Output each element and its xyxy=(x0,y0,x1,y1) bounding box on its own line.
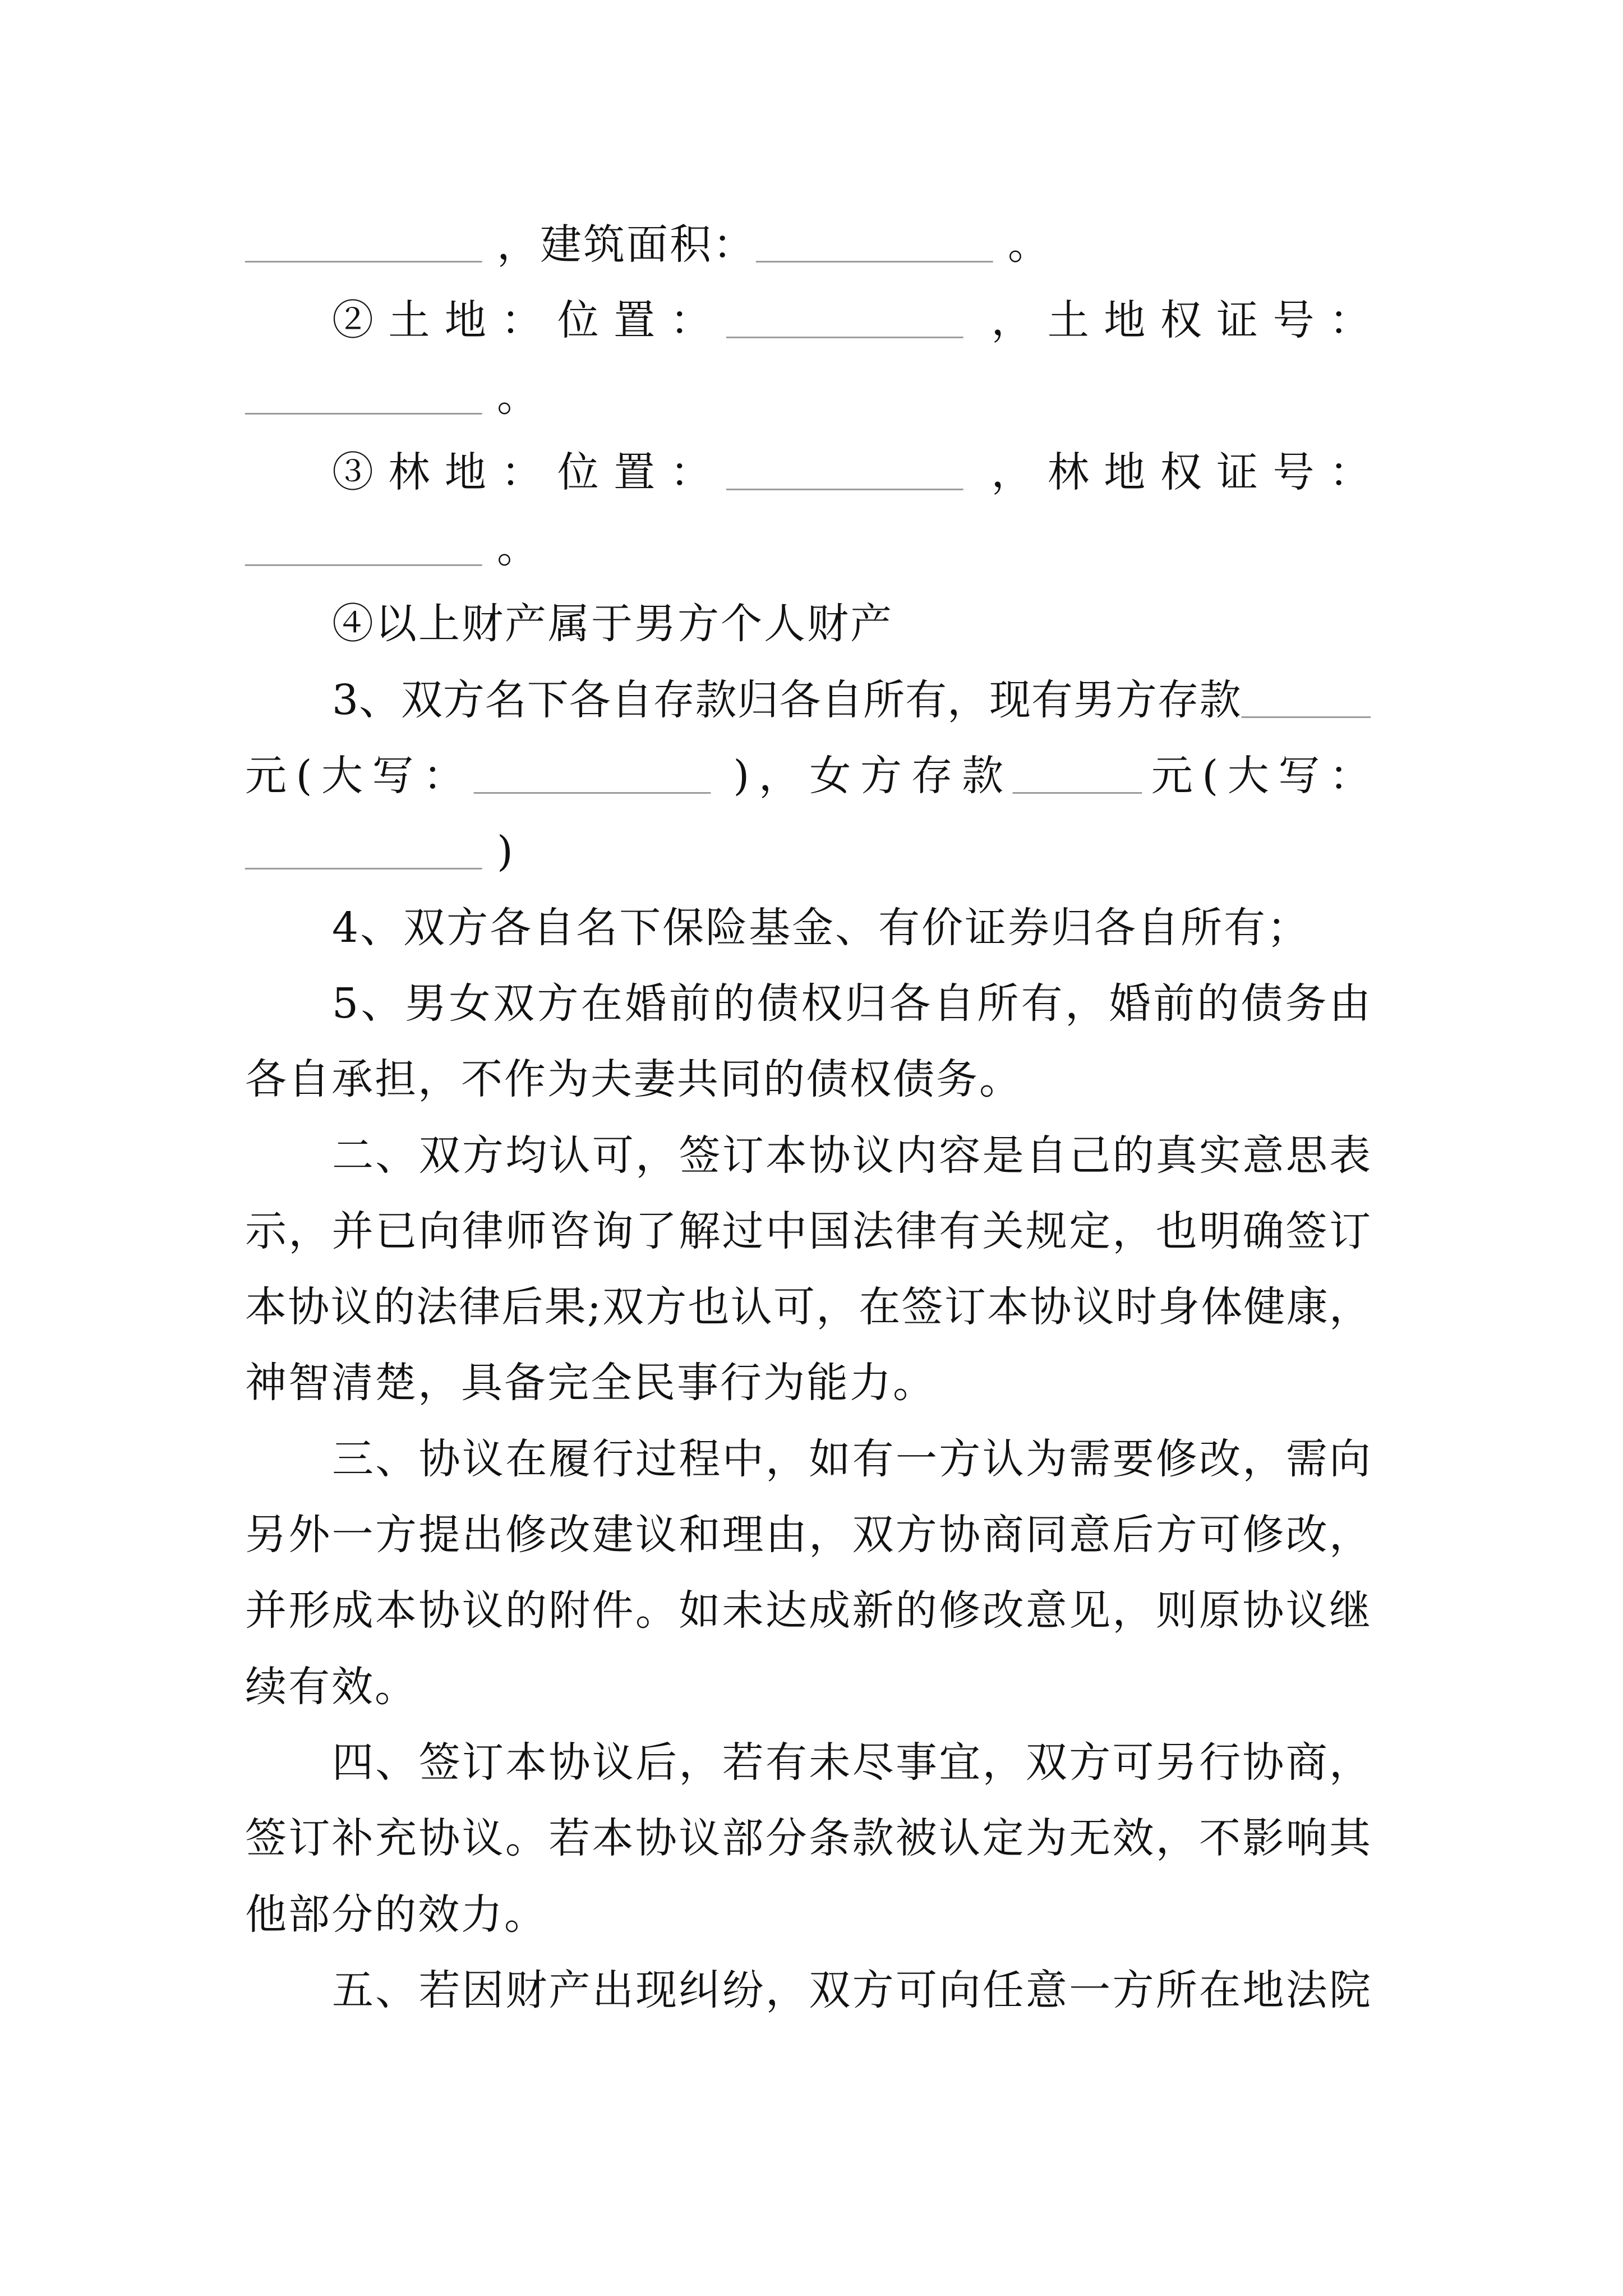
line-text: 另外一方提出修改建议和理由，双方协商同意后方可修改， xyxy=(245,1511,1371,1559)
document-line xyxy=(245,1953,1371,2028)
line-text: 五、若因财产出现纠纷，双方可向任意一方所在地法院 xyxy=(332,1966,1371,2014)
line-text: 3、双方名下各自存款归各自所有，现有男方存款 xyxy=(332,675,1242,724)
document-line xyxy=(245,359,1371,435)
line-text: 。 xyxy=(482,372,540,421)
line-text: 元(大写： xyxy=(245,752,474,800)
document-line xyxy=(245,662,1371,738)
line-text: 各自承担，不作为夫妻共同的债权债务。 xyxy=(245,1055,1022,1104)
blank-field: ______ xyxy=(1241,684,1371,725)
blank-field: ___________ xyxy=(473,761,711,802)
document-line xyxy=(245,890,1371,966)
document-line xyxy=(245,1573,1371,1649)
document-line xyxy=(245,1877,1371,1953)
line-text: 他部分的效力。 xyxy=(245,1890,547,1939)
line-text: 三、协议在履行过程中，如有一方认为需要修改，需向 xyxy=(332,1434,1371,1483)
document-line xyxy=(245,207,1371,283)
line-text: ，建筑面积： xyxy=(482,220,756,269)
line-text: ，林地权证号： xyxy=(963,448,1371,496)
document-body xyxy=(245,207,1371,2028)
line-text: 二、双方均认可，签订本协议内容是自己的真实意思表 xyxy=(332,1131,1371,1180)
blank-field: ___________ xyxy=(245,836,482,877)
blank-field: ______ xyxy=(1012,761,1142,802)
line-text: 并形成本协议的附件。如未达成新的修改意见，则原协议继 xyxy=(245,1586,1371,1635)
line-text: 元(大写： xyxy=(1142,752,1371,800)
line-text: 示，并已向律师咨询了解过中国法律有关规定，也明确签订 xyxy=(245,1207,1371,1255)
line-text: 神智清楚，具备完全民事行为能力。 xyxy=(245,1359,936,1407)
line-text: ④以上财产属于男方个人财产 xyxy=(332,600,893,648)
document-line xyxy=(245,435,1371,510)
document-line xyxy=(245,510,1371,586)
document-line xyxy=(245,1194,1371,1269)
line-text: 。 xyxy=(482,524,540,573)
document-line xyxy=(245,966,1371,1042)
document-line xyxy=(245,1421,1371,1497)
document-line xyxy=(245,1345,1371,1421)
line-text: ) xyxy=(482,827,515,876)
document-line xyxy=(245,1725,1371,1801)
document-line xyxy=(245,283,1371,358)
document-line xyxy=(245,1269,1371,1345)
line-text: )，女方存款 xyxy=(711,752,1013,800)
document-line xyxy=(245,1801,1371,1876)
document-line xyxy=(245,1042,1371,1117)
line-text: 5、男女双方在婚前的债权归各自所有，婚前的债务由 xyxy=(332,979,1371,1028)
line-text: ②土地：位置： xyxy=(332,296,726,345)
blank-field: ___________ xyxy=(756,229,993,270)
blank-field: ___________ xyxy=(245,533,482,574)
line-text: 。 xyxy=(993,220,1051,269)
line-text: 四、签订本协议后，若有未尽事宜，双方可另行协商， xyxy=(332,1738,1371,1787)
document-line xyxy=(245,1118,1371,1194)
line-text: 续有效。 xyxy=(245,1662,418,1711)
blank-field: ___________ xyxy=(726,457,963,498)
document-line xyxy=(245,814,1371,890)
line-text: 签订补充协议。若本协议部分条款被认定为无效，不影响其 xyxy=(245,1814,1371,1863)
document-line xyxy=(245,738,1371,814)
document-line xyxy=(245,1497,1371,1573)
blank-field: ___________ xyxy=(245,229,482,270)
document-line xyxy=(245,586,1371,662)
line-text: 4、双方各自名下保险基金、有价证券归各自所有； xyxy=(332,903,1311,952)
line-text: ，土地权证号： xyxy=(963,296,1371,345)
blank-field: ___________ xyxy=(726,305,963,346)
line-text: 本协议的法律后果;双方也认可，在签订本协议时身体健康， xyxy=(245,1283,1371,1332)
document-line xyxy=(245,1649,1371,1725)
blank-field: ___________ xyxy=(245,381,482,422)
line-text: ③林地：位置： xyxy=(332,448,726,496)
